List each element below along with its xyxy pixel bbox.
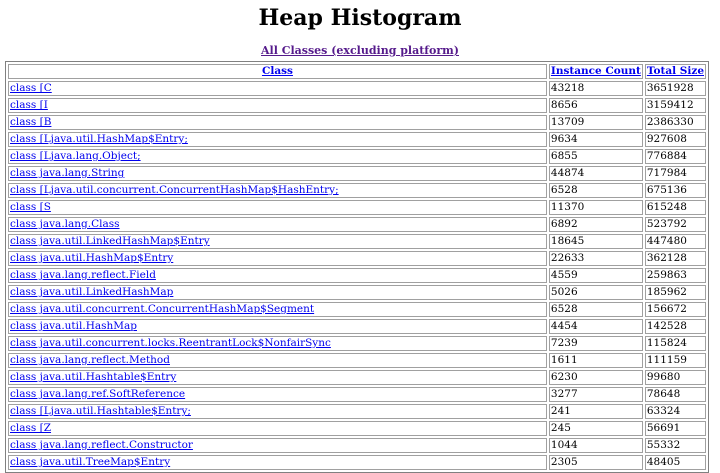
class-cell xyxy=(8,217,547,232)
class-link[interactable]: class [C xyxy=(10,82,52,94)
class-link[interactable]: class java.util.HashMap$Entry xyxy=(10,252,174,264)
class-cell xyxy=(8,455,547,470)
class-link[interactable]: class java.util.HashMap xyxy=(10,320,137,332)
class-cell xyxy=(8,115,547,130)
class-link[interactable]: class java.lang.String xyxy=(10,167,125,179)
instance-count-cell: 4559 xyxy=(549,268,643,283)
instance-count-cell: 8656 xyxy=(549,98,643,113)
class-column-header xyxy=(8,64,547,79)
instance-count-cell: 6230 xyxy=(549,370,643,385)
instance-count-cell: 1044 xyxy=(549,438,643,453)
class-cell xyxy=(8,302,547,317)
instance-count-cell: 44874 xyxy=(549,166,643,181)
class-link[interactable]: class java.lang.reflect.Constructor xyxy=(10,439,193,451)
total-size-cell: 717984 xyxy=(645,166,706,181)
table-header-row xyxy=(8,64,706,79)
instance-count-cell: 241 xyxy=(549,404,643,419)
instance-count-cell: 6528 xyxy=(549,183,643,198)
table-body xyxy=(8,81,706,470)
total-size-cell: 3159412 xyxy=(645,98,706,113)
table-row xyxy=(8,387,706,402)
class-cell xyxy=(8,251,547,266)
sort-by-total-size-link[interactable]: Total Size xyxy=(646,65,704,77)
total-size-cell: 927608 xyxy=(645,132,706,147)
total-size-cell: 259863 xyxy=(645,268,706,283)
class-cell xyxy=(8,438,547,453)
instance-count-column-header xyxy=(549,64,643,79)
class-cell xyxy=(8,200,547,215)
class-link[interactable]: class java.util.LinkedHashMap xyxy=(10,286,174,298)
table-row xyxy=(8,404,706,419)
class-cell xyxy=(8,404,547,419)
class-link[interactable]: class [B xyxy=(10,116,52,128)
total-size-cell: 115824 xyxy=(645,336,706,351)
class-cell xyxy=(8,81,547,96)
total-size-column-header xyxy=(645,64,706,79)
class-cell xyxy=(8,387,547,402)
total-size-cell: 3651928 xyxy=(645,81,706,96)
instance-count-cell: 43218 xyxy=(549,81,643,96)
table-row xyxy=(8,183,706,198)
class-link[interactable]: class [Ljava.util.concurrent.ConcurrentHashMap$HashEntry; xyxy=(10,184,339,196)
class-cell xyxy=(8,285,547,300)
class-cell xyxy=(8,319,547,334)
instance-count-cell: 6855 xyxy=(549,149,643,164)
total-size-cell: 142528 xyxy=(645,319,706,334)
instance-count-cell: 3277 xyxy=(549,387,643,402)
table-row xyxy=(8,98,706,113)
instance-count-cell: 11370 xyxy=(549,200,643,215)
table-row xyxy=(8,166,706,181)
total-size-cell: 78648 xyxy=(645,387,706,402)
instance-count-cell: 2305 xyxy=(549,455,643,470)
class-cell xyxy=(8,132,547,147)
histogram-table xyxy=(5,61,709,473)
table-row xyxy=(8,353,706,368)
subtitle xyxy=(0,38,720,60)
instance-count-cell: 7239 xyxy=(549,336,643,351)
table-row xyxy=(8,115,706,130)
total-size-cell: 2386330 xyxy=(645,115,706,130)
total-size-cell: 48405 xyxy=(645,455,706,470)
class-cell xyxy=(8,336,547,351)
instance-count-cell: 6892 xyxy=(549,217,643,232)
instance-count-cell: 6528 xyxy=(549,302,643,317)
total-size-cell: 63324 xyxy=(645,404,706,419)
class-cell xyxy=(8,98,547,113)
class-link[interactable]: class java.util.LinkedHashMap$Entry xyxy=(10,235,210,247)
class-link[interactable]: class java.util.TreeMap$Entry xyxy=(10,456,171,468)
total-size-cell: 615248 xyxy=(645,200,706,215)
class-link[interactable]: class java.lang.Class xyxy=(10,218,120,230)
class-link[interactable]: class java.lang.reflect.Method xyxy=(10,354,170,366)
table-row xyxy=(8,285,706,300)
table-row xyxy=(8,251,706,266)
table-row xyxy=(8,234,706,249)
table-row xyxy=(8,268,706,283)
class-cell xyxy=(8,183,547,198)
instance-count-cell: 1611 xyxy=(549,353,643,368)
class-cell xyxy=(8,149,547,164)
table-row xyxy=(8,81,706,96)
table-row xyxy=(8,132,706,147)
class-cell xyxy=(8,268,547,283)
instance-count-cell: 13709 xyxy=(549,115,643,130)
total-size-cell: 362128 xyxy=(645,251,706,266)
class-link[interactable]: class java.util.concurrent.locks.ReentrantLock$NonfairSync xyxy=(10,337,331,349)
total-size-cell: 447480 xyxy=(645,234,706,249)
class-cell xyxy=(8,353,547,368)
sort-by-instance-count-link[interactable]: Instance Count xyxy=(550,65,641,77)
class-link[interactable]: class [Ljava.util.Hashtable$Entry; xyxy=(10,405,191,417)
instance-count-cell: 22633 xyxy=(549,251,643,266)
table-row xyxy=(8,336,706,351)
table-row xyxy=(8,370,706,385)
table-row xyxy=(8,421,706,436)
table-row xyxy=(8,438,706,453)
total-size-cell: 675136 xyxy=(645,183,706,198)
table-row xyxy=(8,217,706,232)
class-cell xyxy=(8,370,547,385)
table-row xyxy=(8,302,706,317)
all-classes-link[interactable]: All Classes (excluding platform) xyxy=(261,44,459,57)
instance-count-cell: 18645 xyxy=(549,234,643,249)
total-size-cell: 55332 xyxy=(645,438,706,453)
total-size-cell: 56691 xyxy=(645,421,706,436)
sort-by-class-link[interactable]: Class xyxy=(261,65,293,77)
class-link[interactable]: class [I xyxy=(10,99,48,111)
class-cell xyxy=(8,421,547,436)
table-row xyxy=(8,200,706,215)
page-title: Heap Histogram xyxy=(258,5,462,31)
class-link[interactable]: class [S xyxy=(10,201,51,213)
total-size-cell: 523792 xyxy=(645,217,706,232)
class-link[interactable]: class java.util.Hashtable$Entry xyxy=(10,371,177,383)
class-link[interactable]: class [Z xyxy=(10,422,52,434)
instance-count-cell: 4454 xyxy=(549,319,643,334)
class-link[interactable]: class [Ljava.lang.Object; xyxy=(10,150,141,162)
table-row xyxy=(8,149,706,164)
table-row xyxy=(8,455,706,470)
class-link[interactable]: class java.lang.reflect.Field xyxy=(10,269,156,281)
class-link[interactable]: class [Ljava.util.HashMap$Entry; xyxy=(10,133,188,145)
instance-count-cell: 245 xyxy=(549,421,643,436)
class-link[interactable]: class java.util.concurrent.ConcurrentHashMap$Segment xyxy=(10,303,315,315)
total-size-cell: 111159 xyxy=(645,353,706,368)
class-cell xyxy=(8,166,547,181)
total-size-cell: 185962 xyxy=(645,285,706,300)
total-size-cell: 156672 xyxy=(645,302,706,317)
instance-count-cell: 9634 xyxy=(549,132,643,147)
total-size-cell: 99680 xyxy=(645,370,706,385)
class-link[interactable]: class java.lang.ref.SoftReference xyxy=(10,388,186,400)
class-cell xyxy=(8,234,547,249)
total-size-cell: 776884 xyxy=(645,149,706,164)
table-row xyxy=(8,319,706,334)
instance-count-cell: 5026 xyxy=(549,285,643,300)
